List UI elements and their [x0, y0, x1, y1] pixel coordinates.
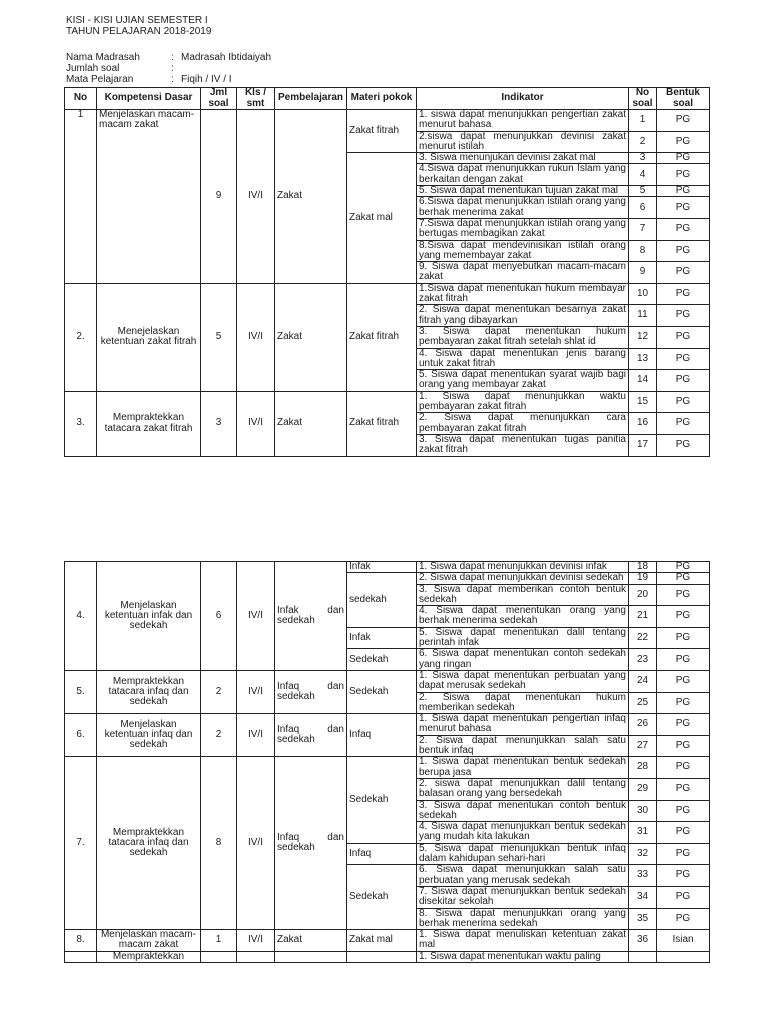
- bentuk-soal: PG: [657, 735, 710, 757]
- pembelajaran: Infaq dan sedekah: [275, 757, 347, 930]
- meta-row: [66, 74, 271, 85]
- nomor-soal: 16: [629, 413, 657, 435]
- kompetensi-dasar: Mempraktekkan tatacara infaq dan sedekah: [97, 757, 201, 930]
- materi-pokok: Infaq: [347, 843, 417, 865]
- indikator: 6. Siswa dapat menentukan contoh sedekah yang ringan: [417, 649, 629, 671]
- bentuk-soal: PG: [657, 843, 710, 865]
- kompetensi-dasar: Menejelaskan ketentuan zakat fitrah: [97, 283, 201, 391]
- row-number: 4.: [65, 562, 97, 671]
- meta-colon: :: [171, 74, 174, 85]
- indikator: 3. Siswa dapat menentukan contoh bentuk sedekah: [417, 800, 629, 822]
- jumlah-soal: 6: [201, 562, 237, 671]
- bentuk-soal: PG: [657, 627, 710, 649]
- nomor-soal: 13: [629, 348, 657, 370]
- jumlah-soal: 8: [201, 757, 237, 930]
- nomor-soal: 34: [629, 886, 657, 908]
- column-header: No soal: [629, 88, 657, 110]
- nomor-soal: 19: [629, 573, 657, 584]
- kisi-table-page-1: [64, 87, 710, 457]
- document-title: KISI - KISI UJIAN SEMESTER I: [66, 15, 208, 26]
- bentuk-soal: PG: [657, 240, 710, 262]
- nomor-soal: 12: [629, 326, 657, 348]
- nomor-soal: 18: [629, 562, 657, 573]
- materi-pokok: Infaq: [347, 714, 417, 757]
- table-row: [65, 670, 710, 692]
- indikator: 1. Siswa dapat menentukan bentuk sedekah berupa jasa: [417, 757, 629, 779]
- materi-pokok: Sedekah: [347, 757, 417, 843]
- indikator: 4.Siswa dapat menunjukkan rukun Islam yang berkaitan dengan zakat: [417, 164, 629, 186]
- kelas-semester: IV/I: [237, 714, 275, 757]
- bentuk-soal: PG: [657, 573, 710, 584]
- nomor-soal: 35: [629, 908, 657, 930]
- bentuk-soal: PG: [657, 218, 710, 240]
- indikator: 2. siswa dapat menunjukkan dalil tentang balasan orang yang bersedekah: [417, 778, 629, 800]
- nomor-soal: 36: [629, 930, 657, 952]
- kelas-semester: IV/I: [237, 757, 275, 930]
- kompetensi-dasar: Menjelaskan macam-macam zakat: [97, 930, 201, 952]
- kelas-semester: [237, 951, 275, 962]
- materi-pokok: Zakat mal: [347, 153, 417, 284]
- indikator: 1. Siswa dapat menuliskan ketentuan zakat mal: [417, 930, 629, 952]
- pembelajaran: Zakat: [275, 110, 347, 284]
- row-number: 7.: [65, 757, 97, 930]
- jumlah-soal: [201, 951, 237, 962]
- bentuk-soal: PG: [657, 131, 710, 153]
- bentuk-soal: PG: [657, 886, 710, 908]
- indikator: 3. Siswa dapat memberikan contoh bentuk sedekah: [417, 584, 629, 606]
- bentuk-soal: PG: [657, 391, 710, 413]
- kompetensi-dasar: Menjelaskan ketentuan infaq dan sedekah: [97, 714, 201, 757]
- column-header: Kls / smt: [237, 88, 275, 110]
- meta-label: Nama Madrasah: [66, 52, 140, 63]
- column-header: Jml soal: [201, 88, 237, 110]
- bentuk-soal: PG: [657, 110, 710, 132]
- table-row: [65, 714, 710, 736]
- kelas-semester: IV/I: [237, 391, 275, 456]
- table-row: [65, 562, 710, 573]
- bentuk-soal: PG: [657, 197, 710, 219]
- column-header: Indikator: [417, 88, 629, 110]
- indikator: 2. Siswa dapat menentukan besarnya zakat fitrah yang dibayarkan: [417, 305, 629, 327]
- nomor-soal: 25: [629, 692, 657, 714]
- nomor-soal: 28: [629, 757, 657, 779]
- bentuk-soal: PG: [657, 822, 710, 844]
- jumlah-soal: 2: [201, 714, 237, 757]
- nomor-soal: 33: [629, 865, 657, 887]
- kompetensi-dasar: Mempraktekkan tatacara zakat fitrah: [97, 391, 201, 456]
- row-number: 6.: [65, 714, 97, 757]
- materi-pokok: sedekah: [347, 573, 417, 627]
- nomor-soal: 20: [629, 584, 657, 606]
- kompetensi-dasar: Mempraktekkan tatacara infaq dan sedekah: [97, 670, 201, 713]
- indikator: 5. Siswa dapat menentukan syarat wajib bagi orang yang membayar zakat: [417, 370, 629, 392]
- bentuk-soal: PG: [657, 714, 710, 736]
- indikator: 5. Siswa dapat menentukan tujuan zakat mal: [417, 186, 629, 197]
- table-header-row: [65, 88, 710, 110]
- nomor-soal: 9: [629, 262, 657, 284]
- nomor-soal: 14: [629, 370, 657, 392]
- indikator: 9. Siswa dapat menyebutkan macam-macam zakat: [417, 262, 629, 284]
- kompetensi-dasar: Mempraktekkan: [97, 951, 201, 962]
- pembelajaran: Infaq dan sedekah: [275, 670, 347, 713]
- pembelajaran: Infak dan sedekah: [275, 562, 347, 671]
- jumlah-soal: 5: [201, 283, 237, 391]
- materi-pokok: Zakat mal: [347, 930, 417, 952]
- column-header: Bentuk soal: [657, 88, 710, 110]
- materi-pokok: [347, 951, 417, 962]
- indikator: 5. Siswa dapat menunjukkan bentuk infaq dalam kahidupan sehari-hari: [417, 843, 629, 865]
- meta-colon: :: [171, 52, 174, 63]
- bentuk-soal: PG: [657, 649, 710, 671]
- meta-label: Jumlah soal: [66, 63, 120, 74]
- row-number: 8.: [65, 930, 97, 952]
- nomor-soal: 7: [629, 218, 657, 240]
- indikator: 4. Siswa dapat menentukan orang yang berhak menerima sedekah: [417, 606, 629, 628]
- bentuk-soal: PG: [657, 262, 710, 284]
- table-row: [65, 930, 710, 952]
- column-header: Pembelajaran: [275, 88, 347, 110]
- row-number: 1: [65, 110, 97, 284]
- jumlah-soal: 1: [201, 930, 237, 952]
- indikator: 1.Siswa dapat menentukan hukum membayar zakat fitrah: [417, 283, 629, 305]
- indikator: 1. Siswa dapat menunjukkan waktu pembayaran zakat fitrah: [417, 391, 629, 413]
- kelas-semester: IV/I: [237, 670, 275, 713]
- bentuk-soal: PG: [657, 434, 710, 456]
- materi-pokok: Sedekah: [347, 649, 417, 671]
- bentuk-soal: PG: [657, 305, 710, 327]
- indikator: 8. Siswa dapat menunjukkan orang yang berhak menerima sedekah: [417, 908, 629, 930]
- materi-pokok: Zakat fitrah: [347, 391, 417, 456]
- indikator: 2. Siswa dapat menunjukkan devinisi sedekah: [417, 573, 629, 584]
- nomor-soal: 31: [629, 822, 657, 844]
- bentuk-soal: PG: [657, 164, 710, 186]
- pembelajaran: Zakat: [275, 930, 347, 952]
- nomor-soal: 17: [629, 434, 657, 456]
- indikator: 3. Siswa menunjukan devinisi zakat mal: [417, 153, 629, 164]
- meta-value: Fiqih / IV / I: [181, 74, 232, 85]
- materi-pokok: Infak: [347, 627, 417, 649]
- bentuk-soal: PG: [657, 283, 710, 305]
- row-number: 3.: [65, 391, 97, 456]
- indikator: 3. Siswa dapat menentukan hukum pembayaran zakat fitrah setelah shlat id: [417, 326, 629, 348]
- meta-colon: :: [171, 63, 174, 74]
- indikator: 2. Siswa dapat menentukan hukum memberikan sedekah: [417, 692, 629, 714]
- indikator: 2.siswa dapat menunjukkan devinisi zakat menurut istilah: [417, 131, 629, 153]
- kelas-semester: IV/I: [237, 562, 275, 671]
- meta-row: [66, 52, 271, 63]
- document-meta: [66, 52, 271, 85]
- pembelajaran: Zakat: [275, 391, 347, 456]
- nomor-soal: 2: [629, 131, 657, 153]
- nomor-soal: 10: [629, 283, 657, 305]
- indikator: 1. Siswa dapat menunjukkan devinisi infak: [417, 562, 629, 573]
- materi-pokok: Sedekah: [347, 865, 417, 930]
- indikator: 2. Siswa dapat menunjukkan salah satu bentuk infaq: [417, 735, 629, 757]
- indikator: 4. Siswa dapat menunjukkan bentuk sedekah yang mudah kita lakukan: [417, 822, 629, 844]
- bentuk-soal: PG: [657, 186, 710, 197]
- indikator: 4. Siswa dapat menentukan jenis barang untuk zakat fitrah: [417, 348, 629, 370]
- bentuk-soal: PG: [657, 865, 710, 887]
- bentuk-soal: [657, 951, 710, 962]
- bentuk-soal: PG: [657, 370, 710, 392]
- indikator: 6.Siswa dapat menunjukkan istilah orang yang berhak menerima zakat: [417, 197, 629, 219]
- bentuk-soal: PG: [657, 562, 710, 573]
- table-row: [65, 951, 710, 962]
- pembelajaran: [275, 951, 347, 962]
- kompetensi-dasar: Menjelaskan ketentuan infak dan sedekah: [97, 562, 201, 671]
- nomor-soal: 32: [629, 843, 657, 865]
- jumlah-soal: 2: [201, 670, 237, 713]
- materi-pokok: Infak: [347, 562, 417, 573]
- nomor-soal: 27: [629, 735, 657, 757]
- indikator: 6. Siswa dapat menunjukkan salah satu perbuatan yang merusak sedekah: [417, 865, 629, 887]
- pembelajaran: Zakat: [275, 283, 347, 391]
- table-row: [65, 391, 710, 413]
- nomor-soal: 6: [629, 197, 657, 219]
- indikator: 7. Siswa dapat menunjukkan bentuk sedekah disekitar sekolah: [417, 886, 629, 908]
- meta-label: Mata Pelajaran: [66, 74, 134, 85]
- bentuk-soal: PG: [657, 800, 710, 822]
- nomor-soal: 30: [629, 800, 657, 822]
- kelas-semester: IV/I: [237, 283, 275, 391]
- row-number: 5.: [65, 670, 97, 713]
- indikator: 7.Siswa dapat menunjukkan istilah orang yang bertugas membagikan zakat: [417, 218, 629, 240]
- jumlah-soal: 3: [201, 391, 237, 456]
- bentuk-soal: PG: [657, 348, 710, 370]
- kompetensi-dasar: Menjelaskan macam-macam zakat: [97, 110, 201, 284]
- bentuk-soal: PG: [657, 413, 710, 435]
- nomor-soal: 21: [629, 606, 657, 628]
- nomor-soal: 11: [629, 305, 657, 327]
- kisi-table-page-2: [64, 561, 710, 963]
- indikator: 2. Siswa dapat menunjukkan cara pembayaran zakat fitrah: [417, 413, 629, 435]
- nomor-soal: 8: [629, 240, 657, 262]
- document-heading: [66, 16, 211, 37]
- nomor-soal: 15: [629, 391, 657, 413]
- bentuk-soal: PG: [657, 670, 710, 692]
- indikator: 1. Siswa dapat menentukan pengertian infaq menurut bahasa: [417, 714, 629, 736]
- nomor-soal: 23: [629, 649, 657, 671]
- bentuk-soal: PG: [657, 778, 710, 800]
- academic-year: TAHUN PELAJARAN 2018-2019: [66, 25, 212, 37]
- jumlah-soal: 9: [201, 110, 237, 284]
- bentuk-soal: PG: [657, 757, 710, 779]
- bentuk-soal: PG: [657, 908, 710, 930]
- materi-pokok: Zakat fitrah: [347, 283, 417, 391]
- column-header: Kompetensi Dasar: [97, 88, 201, 110]
- nomor-soal: 4: [629, 164, 657, 186]
- bentuk-soal: PG: [657, 692, 710, 714]
- indikator: 1. Siswa dapat menentukan perbuatan yang dapat merusak sedekah: [417, 670, 629, 692]
- nomor-soal: 22: [629, 627, 657, 649]
- row-number: [65, 951, 97, 962]
- column-header: No: [65, 88, 97, 110]
- column-header: Materi pokok: [347, 88, 417, 110]
- meta-value: Madrasah Ibtidaiyah: [181, 52, 272, 63]
- bentuk-soal: PG: [657, 606, 710, 628]
- nomor-soal: 24: [629, 670, 657, 692]
- bentuk-soal: PG: [657, 326, 710, 348]
- bentuk-soal: PG: [657, 153, 710, 164]
- meta-row: [66, 63, 271, 74]
- pembelajaran: Infaq dan sedekah: [275, 714, 347, 757]
- indikator: 3. Siswa dapat menentukan tugas panitia zakat fitrah: [417, 434, 629, 456]
- indikator: 8.Siswa dapat mendevinisikan istilah orang yang memembayar zakat: [417, 240, 629, 262]
- nomor-soal: 29: [629, 778, 657, 800]
- materi-pokok: Sedekah: [347, 670, 417, 713]
- nomor-soal: 26: [629, 714, 657, 736]
- indikator: 1. Siswa dapat menentukan waktu paling: [417, 951, 629, 962]
- table-row: [65, 757, 710, 779]
- indikator: 1. siswa dapat menunjukkan pengertian zakat menurut bahasa: [417, 110, 629, 132]
- nomor-soal: [629, 951, 657, 962]
- nomor-soal: 5: [629, 186, 657, 197]
- indikator: 5. Siswa dapat menentukan dalil tentang perintah infak: [417, 627, 629, 649]
- kelas-semester: IV/I: [237, 110, 275, 284]
- bentuk-soal: PG: [657, 584, 710, 606]
- nomor-soal: 3: [629, 153, 657, 164]
- kelas-semester: IV/I: [237, 930, 275, 952]
- row-number: 2.: [65, 283, 97, 391]
- table-row: [65, 283, 710, 305]
- nomor-soal: 1: [629, 110, 657, 132]
- table-row: [65, 110, 710, 132]
- materi-pokok: Zakat fitrah: [347, 110, 417, 153]
- bentuk-soal: Isian: [657, 930, 710, 952]
